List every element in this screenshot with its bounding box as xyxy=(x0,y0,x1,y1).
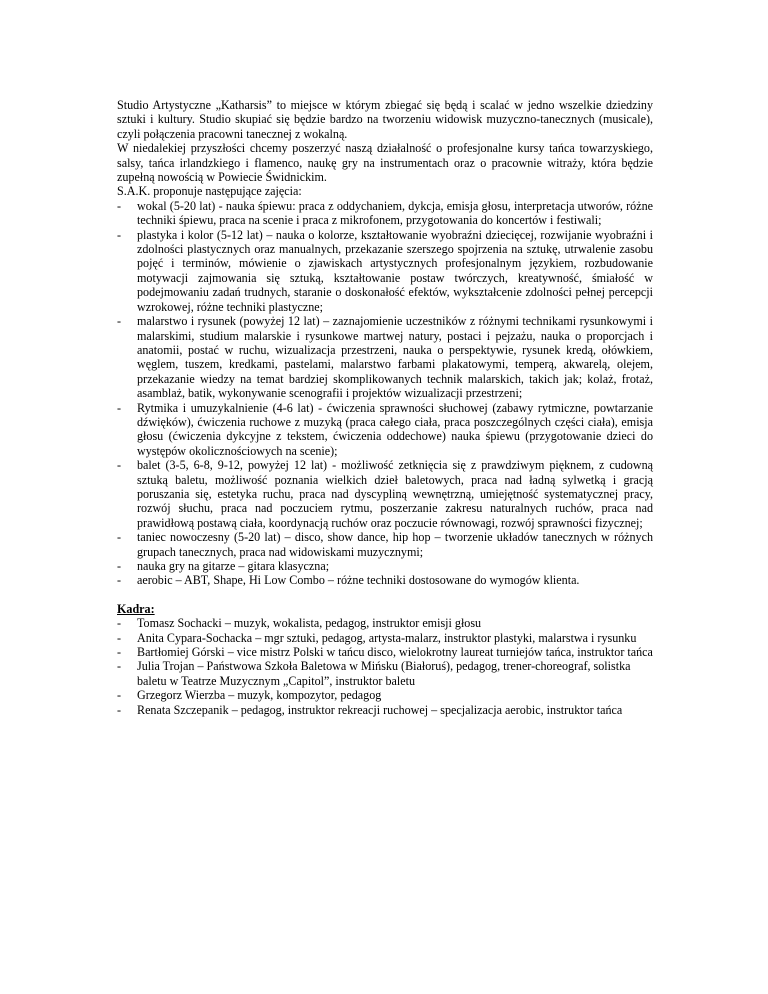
activity-item: - Rytmika i umuzykalnienie (4-6 lat) - ćwiczenia sprawności słuchowej (zabawy rytmiczne, powtarzanie dźwięków), ćwiczenia ruchowe z muzyką (praca całego ciała, praca poszczególnych części ciała), emisja głosu (ćwiczenia dykcyjne z tekstem, ćwiczenia oddechowe) nauka śpiewu (przygotowanie dzieci do występów okolicznościowych na scenie); xyxy=(117,401,653,459)
activity-item: - wokal (5-20 lat) - nauka śpiewu: praca z oddychaniem, dykcja, emisja głosu, interpretacja utworów, różne techniki śpiewu, praca na scenie i praca z mikrofonem, przygotowania do koncertów i festiwali; xyxy=(117,199,653,228)
intro-paragraph: W niedalekiej przyszłości chcemy poszerzyć naszą działalność o profesjonalne kursy tańca towarzyskiego, salsy, tańca irlandzkiego i flamenco, naukę gry na instrumentach oraz o pracownie witraży, która będzie zupełną nowością w Powiecie Świdnickim. xyxy=(117,141,653,185)
activities-heading: S.A.K. proponuje następujące zajęcia: xyxy=(117,184,302,199)
activity-item: - balet (3-5, 6-8, 9-12, powyżej 12 lat) - możliwość zetknięcia się z prawdziwym pięknem, z cudowną sztuką baletu, możliwość poznania wielkich dzieł baletowych, praca nad ładną sylwetką i gracją poruszania się, estetyka ruchu, praca nad dyscypliną wewnętrzną, umiejętność systematycznej pracy, rozwój słuchu, praca nad poczuciem rytmu, poszerzanie zakresu naturalnych ruchów, praca nad prawidłową postawą ciała, koordynacją ruchów oraz poczucie równowagi, rozwój sprawności fizycznej; xyxy=(117,458,653,530)
activity-item: - malarstwo i rysunek (powyżej 12 lat) – zaznajomienie uczestników z różnymi technikami rysunkowymi i malarskimi, studium malarskie i rysunkowe martwej natury, postaci i pejzażu, nauka o proporcjach i anatomii, postać w ruchu, wizualizacja przestrzeni, nauka o perspektywie, rysunek kredą, ołówkiem, węglem, tuszem, kredkami, pastelami, malarstwo farbami plakatowymi, temperą, akwarelą, olejem, przekazanie wiedzy na temat bardziej skomplikowanych technik malarskich, takich jak; kolaż, frotaż, asamblaż, batik, wykonywanie scenografii i projektów wizualizacji przestrzeni; xyxy=(117,314,653,400)
staff-item: - Anita Cypara-Sochacka – mgr sztuki, pedagog, artysta-malarz, instruktor plastyki, malarstwa i rysunku xyxy=(117,631,653,645)
activity-item: - aerobic – ABT, Shape, Hi Low Combo – różne techniki dostosowane do wymogów klienta. xyxy=(117,573,653,587)
staff-item: - Tomasz Sochacki – muzyk, wokalista, pedagog, instruktor emisji głosu xyxy=(117,616,653,630)
activity-item: - plastyka i kolor (5-12 lat) – nauka o kolorze, kształtowanie wyobraźni dziecięcej, rozwijanie wyobraźni i zdolności plastycznych oraz manualnych, przekazanie szerszego spojrzenia na sztukę, utrwalenie zasobu pojęć i terminów, mówienie o zjawiskach artystycznych profesjonalnym językiem, rozbudowanie motywacji zajmowania się sztuką, kształtowanie postaw twórczych, kreatywność, śmiałość w podejmowaniu zadań trudnych, staranie o doskonałość efektów, wykształcenie zdolności pełnej percepcji wzrokowej, różne techniki plastyczne; xyxy=(117,228,653,314)
staff-heading: Kadra: xyxy=(117,601,155,616)
intro-paragraph: Studio Artystyczne „Katharsis” to miejsce w którym zbiegać się będą i scalać w jedno wszelkie dziedziny sztuki i kultury. Studio skupiać się będzie bardzo na tworzeniu widowisk muzyczno-tanecznych (musicale), czyli połączenia pracowni tanecznej z wokalną. xyxy=(117,98,653,141)
staff-list xyxy=(117,616,653,717)
staff-item: - Julia Trojan – Państwowa Szkoła Baletowa w Mińsku (Białoruś), pedagog, trener-choreograf, solistka baletu w Teatrze Muzycznym „Capitol”, instruktor baletu xyxy=(117,659,653,688)
activity-item: - taniec nowoczesny (5-20 lat) – disco, show dance, hip hop – tworzenie układów tanecznych w różnych grupach tanecznych, praca nad widowiskami muzycznymi; xyxy=(117,530,653,559)
staff-item: - Renata Szczepanik – pedagog, instruktor rekreacji ruchowej – specjalizacja aerobic, instruktor tańca xyxy=(117,703,653,717)
activities-list xyxy=(117,199,653,588)
staff-item: - Bartłomiej Górski – vice mistrz Polski w tańcu disco, wielokrotny laureat turniejów tańca, instruktor tańca xyxy=(117,645,653,659)
staff-item: - Grzegorz Wierzba – muzyk, kompozytor, pedagog xyxy=(117,688,653,702)
document-page xyxy=(117,98,653,717)
activity-item: - nauka gry na gitarze – gitara klasyczna; xyxy=(117,559,653,573)
